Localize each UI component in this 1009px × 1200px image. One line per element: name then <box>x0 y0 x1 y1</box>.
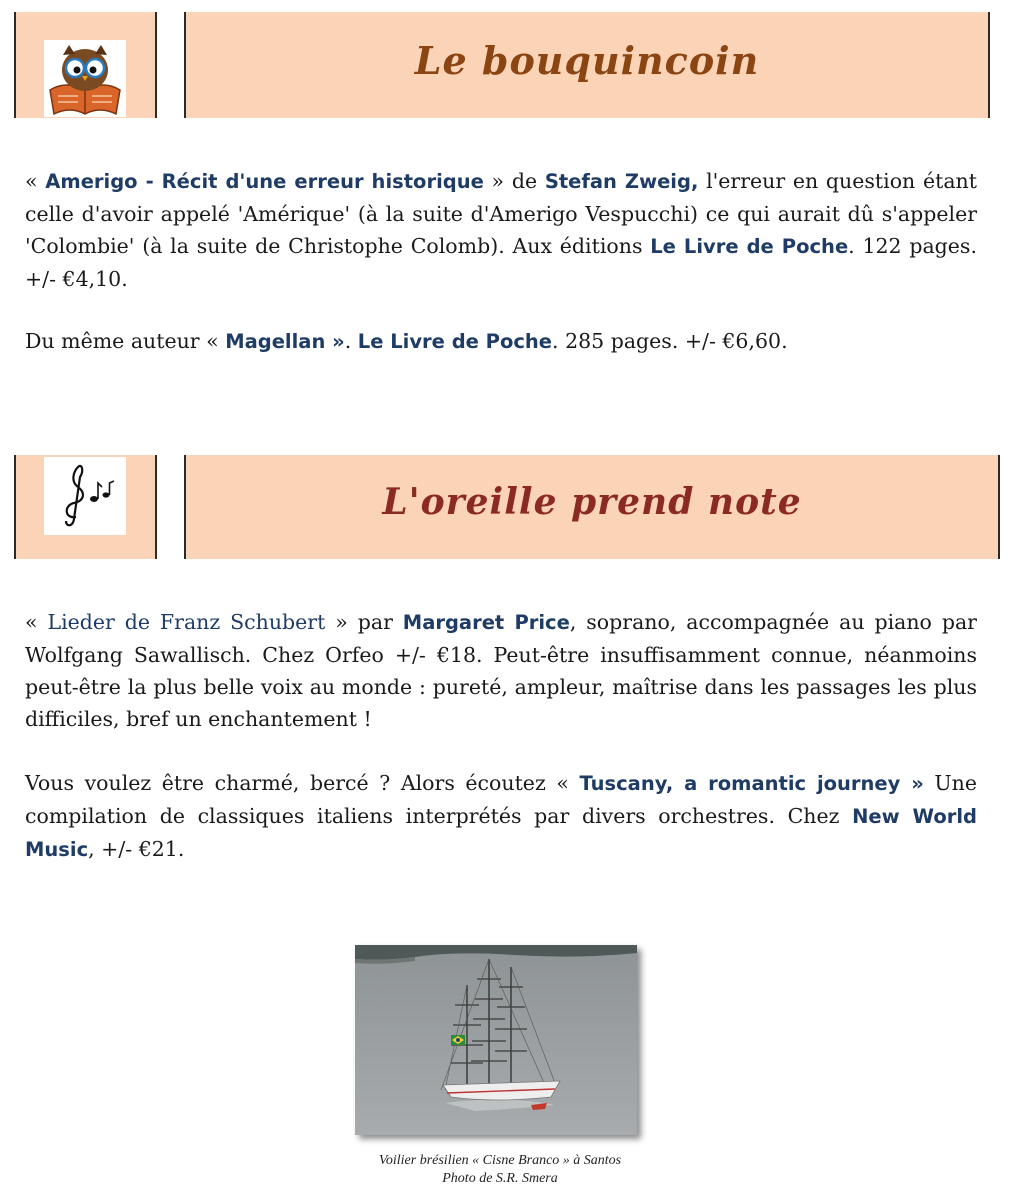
section1-header-title-panel <box>184 12 990 118</box>
book-title-amerigo: Amerigo - Récit d'une erreur historique <box>45 170 484 193</box>
quote-close: » par <box>325 610 403 634</box>
music-review-paragraph <box>25 606 977 735</box>
book-title-magellan: Magellan <box>225 330 326 353</box>
separator: . <box>344 329 358 353</box>
music-notes-icon <box>44 457 126 535</box>
artist-margaret-price: Margaret Price <box>402 611 570 634</box>
section2-header-icon-panel <box>14 455 157 559</box>
sailing-ship-photo <box>355 945 637 1135</box>
recommendation-intro: Vous voulez être charmé, bercé ? Alors écoutez « <box>25 771 580 795</box>
quote-close: » de <box>483 169 545 193</box>
quote-open: « <box>25 610 48 634</box>
photo-caption-line2: Photo de S.R. Smera <box>442 1171 558 1186</box>
section1-header-icon-panel <box>14 12 157 118</box>
photo-caption-line1: Voilier brésilien « Cisne Branco » à Santos <box>378 1153 622 1168</box>
section2-header-title-panel <box>184 455 1000 559</box>
album-title-schubert: Lieder de Franz Schubert <box>47 610 326 634</box>
review-text: l'erreur en question étant celle d'avoir appelé 'Amérique' (à la suite d'Amerigo Vespucchi) ce qui aurait dû s'appeler 'Colombie' (à la suite de Christophe Colomb). Aux éditions <box>25 169 978 258</box>
quote-close: » <box>325 330 345 353</box>
quote-open: « <box>25 169 46 193</box>
label-new-world-music: New World Music <box>25 805 977 861</box>
recommendation-text: Une compilation de classiques italiens interprétés par divers orchestres. Chez <box>25 771 978 828</box>
publisher-livre-de-poche: Le Livre de Poche <box>650 235 849 258</box>
book-review-paragraph <box>25 165 977 295</box>
publisher-livre-de-poche: Le Livre de Poche <box>357 330 553 353</box>
price-text: , +/- €21. <box>88 837 185 861</box>
related-book-paragraph <box>25 325 977 358</box>
album-title-tuscany: Tuscany, a romantic journey <box>579 772 901 795</box>
section1-title: Le bouquincoin <box>414 38 760 83</box>
book-details: . 122 pages. +/- €4,10. <box>25 234 977 291</box>
author-stefan-zweig: Stefan Zweig, <box>544 170 699 193</box>
book-details: . 285 pages. +/- €6,60. <box>552 329 788 353</box>
music-recommendation-paragraph <box>25 767 977 866</box>
quote-close: » <box>900 772 924 795</box>
related-intro: Du même auteur « <box>25 329 226 353</box>
review-text: , soprano, accompagnée au piano par Wolfgang Sawallisch. Chez Orfeo +/- €18. Peut-être insuffisamment connue, néanmoins peut-être la plus belle voix au monde : pureté, ampleur, maîtrise dans les passages les plus difficiles, bref un enchantement ! <box>25 610 977 731</box>
section2-title: L'oreille prend note <box>382 481 802 523</box>
owl-reading-icon <box>44 40 126 117</box>
